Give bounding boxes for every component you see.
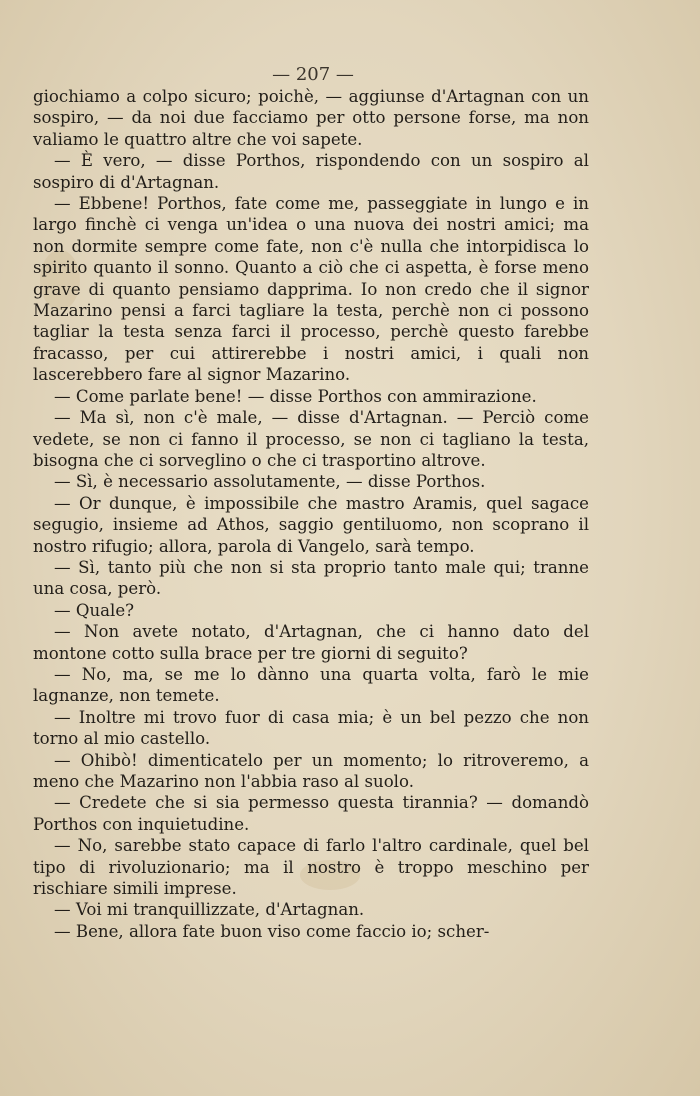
- paragraph: — Or dunque, è impossibile che mastro Aramis, quel sagace segugio, insieme ad Athos, saggio gentiluomo, non scoprano il nostro rifugio; allora, parola di Vangelo, sarà tempo.: [33, 493, 589, 556]
- paragraph: — Ohibò! dimenticatelo per un momento; lo ritroveremo, a meno che Mazarino non l'abbia raso al suolo.: [33, 750, 589, 791]
- paragraph: — No, sarebbe stato capace di farlo l'altro cardinale, quel bel tipo di rivoluzionario; ma il nostro è troppo meschino per rischiare simili imprese.: [33, 836, 589, 899]
- paragraph: — Ebbene! Porthos, fate come me, passeggiate in lungo e in largo finchè ci venga un'idea o una nuova dei nostri amici; ma non dormite sempre come fate, non c'è nulla che intorpidisca lo spirito quanto il sonno. Quanto a ciò che ci aspetta, è forse meno grave di quanto pensiamo dapprima. Io non credo che il signor Mazarino pensi a farci tagliare la testa, perchè non ci possono tagliar la testa senza farci il processo, perchè questo farebbe fracasso, per cui attirerebbe i nostri amici, i quali non lascerebbero fare al signor Mazarino.: [33, 194, 589, 385]
- paragraph: — Non avete notato, d'Artagnan, che ci hanno dato del montone cotto sulla brace per tre giorni di seguito?: [33, 622, 589, 663]
- paragraph: — È vero, — disse Porthos, rispondendo con un sospiro al sospiro di d'Artagnan.: [33, 151, 589, 192]
- paragraph: — No, ma, se me lo dànno una quarta volta, farò le mie lagnanze, non temete.: [33, 664, 589, 706]
- paragraph: giochiamo a colpo sicuro; poichè, — aggiunse d'Artagnan con un sospiro, — da noi due facciamo per otto persone forse, ma non valiamo le quattro altre che voi sapete.: [33, 87, 589, 149]
- paragraph: — Credete che si sia permesso questa tirannia? — domandò Porthos con inquietudine.: [33, 793, 589, 834]
- body-text: [33, 86, 589, 942]
- paragraph: — Sì, è necessario assolutamente, — disse Porthos.: [54, 472, 486, 492]
- paragraph: — Come parlate bene! — disse Porthos con ammirazione.: [54, 386, 537, 406]
- paragraph: — Bene, allora fate buon viso come faccio io; scher-: [54, 921, 490, 941]
- paragraph: — Voi mi tranquillizzate, d'Artagnan.: [54, 900, 365, 920]
- paragraph: — Inoltre mi trovo fuor di casa mia; è un bel pezzo che non torno al mio castello.: [33, 707, 589, 749]
- paragraph: — Sì, tanto più che non si sta proprio tanto male qui; tranne una cosa, però.: [33, 557, 589, 599]
- paragraph: — Quale?: [54, 600, 135, 620]
- page-number: — 207 —: [272, 64, 354, 85]
- paragraph: — Ma sì, non c'è male, — disse d'Artagnan. — Perciò come vedete, se non ci fanno il processo, se non ci tagliano la testa, bisogna che ci sorveglino o che ci trasportino altrove.: [33, 408, 589, 470]
